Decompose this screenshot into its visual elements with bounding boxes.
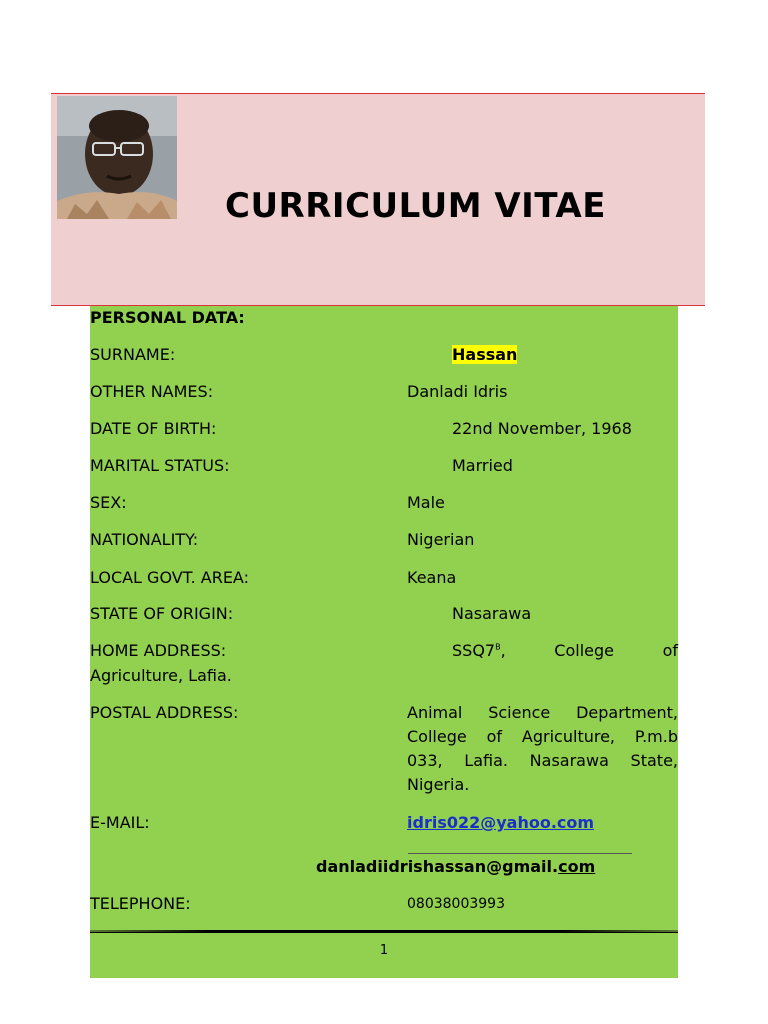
home-address-ssq: $SSQ7^B$, [452,641,506,660]
lga-value: Keana [407,568,457,587]
profile-photo-image [57,96,177,219]
email-link-yahoo[interactable]: idris022@yahoo.com [407,813,595,832]
postal-address-line-1: Animal Science Department, [407,703,678,722]
home-address-college: College [554,641,614,660]
postal-address-label: POSTAL ADDRESS: [90,703,239,722]
page-title: CURRICULUM VITAE [225,186,606,226]
other-names-label: OTHER NAMES: [90,382,214,401]
marital-value: Married [452,456,513,475]
section-heading: PERSONAL DATA: [90,308,245,327]
page-number: 1 [379,943,389,958]
telephone-label: TELEPHONE: [90,894,191,913]
header-band [51,93,705,306]
dob-label: DATE OF BIRTH: [90,419,217,438]
state-label: STATE OF ORIGIN: [90,604,234,623]
sex-label: SEX: [90,493,127,512]
telephone-value: 08038003993 [407,896,505,912]
other-names-value: Danladi Idris [407,382,508,401]
home-address-of: of [662,641,678,660]
email-gmail[interactable]: danladiidrishassan@gmail.com [316,857,596,876]
postal-address-line-3: 033, Lafia. Nasarawa State, [407,751,678,770]
dob-value: 22nd November, 1968 [452,419,632,438]
nationality-value: Nigerian [407,530,475,549]
personal-data-section [90,306,678,978]
marital-label: MARITAL STATUS: [90,456,230,475]
postal-address-line-2: College of Agriculture, P.m.b [407,727,678,746]
state-value: Nasarawa [452,604,532,623]
home-address-line-2: Agriculture, Lafia. [90,666,232,685]
surname-value: Hassan [452,345,518,364]
surname-label: SURNAME: [90,345,176,364]
home-address-label: HOME ADDRESS: [90,641,227,660]
postal-address-line-4: Nigeria. [407,775,470,794]
profile-photo [57,96,177,219]
lga-label: LOCAL GOVT. AREA: [90,568,249,587]
nationality-label: NATIONALITY: [90,530,199,549]
email-divider [408,853,632,854]
sex-value: Male [407,493,445,512]
footer-divider [90,930,678,933]
email-label: E-MAIL: [90,813,150,832]
home-address-line-1 [452,641,678,660]
